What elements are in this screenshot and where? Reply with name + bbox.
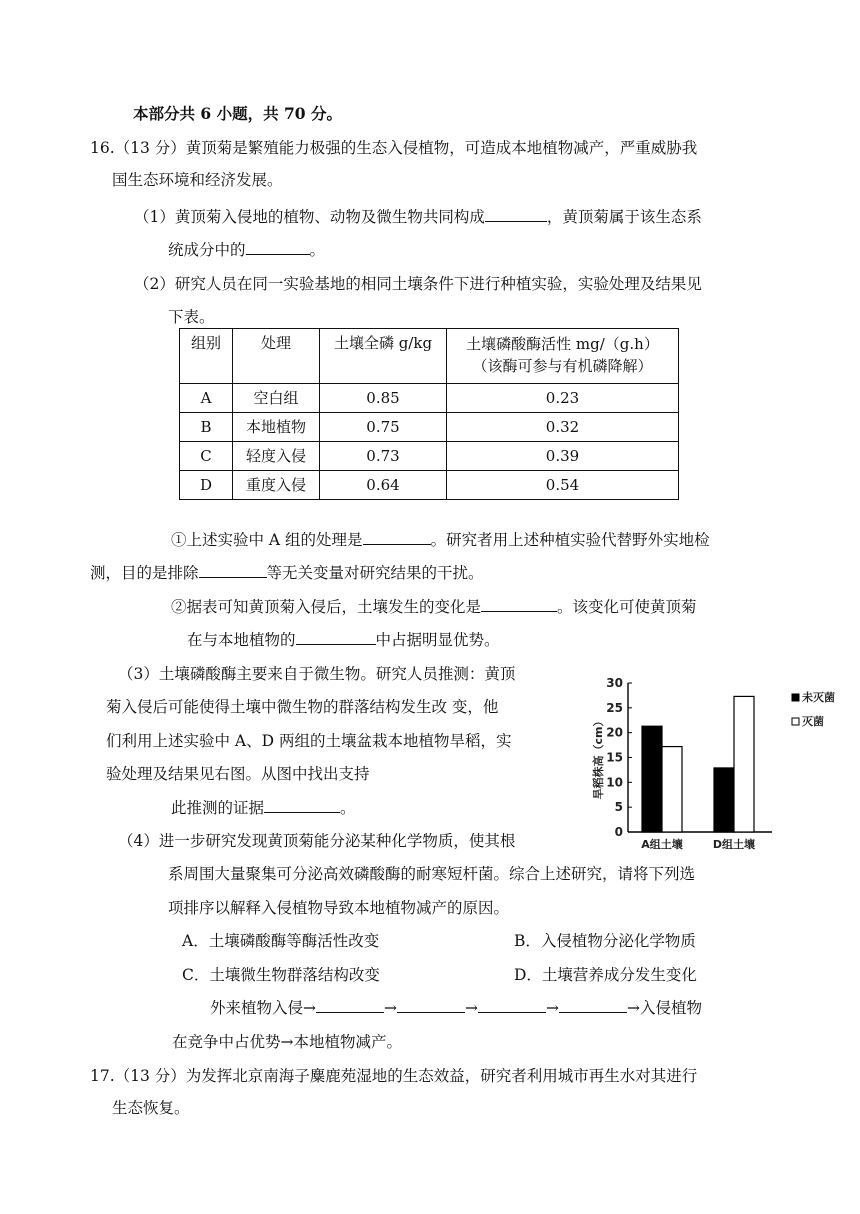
section-intro: 本部分共 6 小题，共 70 分。 — [133, 104, 342, 123]
answer-chain-line2: 在竞争中占优势→本地植物减产。 — [172, 1033, 402, 1051]
table-row: B 本地植物 0.75 0.32 — [180, 413, 679, 442]
q16-part2-line1: （2）研究人员在同一实验基地的相同土壤条件下进行种植实验，实验处理及结果见 — [134, 275, 702, 293]
answer-blank[interactable] — [481, 595, 557, 612]
q16-part4-line2: 系周围大量聚集可分泌高效磷酸酶的耐寒短杆菌。综合上述研究，请将下列选 — [168, 865, 696, 883]
q16-stem-line1: 16.（13 分）黄顶菊是繁殖能力极强的生态入侵植物，可造成本地植物减产，严重威胁我 — [90, 139, 698, 157]
legend-label: 未灭菌 — [802, 691, 835, 704]
bar — [714, 768, 734, 832]
q17-stem-line1: 17.（13 分）为发挥北京南海子麋鹿苑湿地的生态效益，研究者利用城市再生水对其进行 — [90, 1067, 698, 1085]
table-row: D 重度入侵 0.64 0.54 — [180, 471, 679, 500]
table-row: C 轻度入侵 0.73 0.39 — [180, 442, 679, 471]
table-header-row — [180, 329, 679, 384]
q16-part1-line2: 统成分中的 。 — [168, 238, 325, 262]
answer-chain: 外来植物入侵→ → → → →入侵植物 — [210, 996, 702, 1020]
answer-blank[interactable] — [478, 996, 546, 1013]
q16-part3-line4: 验处理及结果见右图。从图中找出支持 — [106, 765, 370, 783]
legend-swatch — [792, 718, 799, 725]
y-tick-label: 0 — [614, 825, 623, 839]
category-label: D组土壤 — [712, 838, 756, 850]
answer-blank[interactable] — [559, 996, 627, 1013]
y-tick-label: 30 — [606, 676, 623, 690]
table-header-cell: 组别 — [180, 329, 233, 384]
q16-part1-line1: （1）黄顶菊入侵地的植物、动物及微生物共同构成 ，黄顶菊属于该生态系 — [134, 205, 702, 229]
option-a: A．土壤磷酸酶等酶活性改变 — [182, 932, 380, 950]
q16-stem-line2: 国生态环境和经济发展。 — [112, 171, 283, 189]
data-table — [179, 328, 679, 500]
answer-blank[interactable] — [246, 238, 310, 255]
q16-part3-line3: 们利用上述实验中 A、D 两组的土壤盆栽本地植物旱稻，实 — [106, 732, 512, 750]
bar — [662, 747, 682, 832]
answer-blank[interactable] — [316, 996, 384, 1013]
bar — [734, 696, 754, 832]
q16-part3-line1: （3）土壤磷酸酶主要来自于微生物。研究人员推测：黄顶 — [118, 665, 516, 683]
legend-label: 灭菌 — [802, 715, 824, 728]
q16-sub2-line1: ②据表可知黄顶菊入侵后，土壤发生的变化是 。该变化可使黄顶菊 — [171, 595, 697, 619]
height-bar-chart — [582, 676, 844, 850]
bar — [642, 726, 662, 832]
q16-part2-line2: 下表。 — [168, 308, 215, 326]
q16-part4-line3: 项排序以解释入侵植物导致本地植物减产的原因。 — [168, 899, 510, 917]
option-d: D．土壤营养成分发生变化 — [514, 966, 697, 984]
y-axis-label: 旱稻株高（cm） — [592, 715, 605, 800]
q16-sub2-line2: 在与本地植物的 中占据明显优势。 — [187, 628, 500, 652]
answer-blank[interactable] — [264, 796, 340, 813]
answer-blank[interactable] — [363, 528, 431, 545]
table-header-cell: 土壤全磷 g/kg — [320, 329, 447, 384]
answer-blank[interactable] — [485, 205, 547, 222]
y-tick-label: 20 — [606, 725, 623, 740]
q16-part3-line2: 菊入侵后可能使得土壤中微生物的群落结构发生改 变，他 — [106, 698, 499, 716]
option-c: C．土壤微生物群落结构改变 — [182, 966, 380, 984]
category-label: A组土壤 — [641, 838, 683, 850]
y-tick-label: 10 — [606, 775, 623, 790]
y-tick-label: 25 — [606, 700, 623, 715]
legend-swatch — [792, 694, 799, 701]
answer-blank[interactable] — [397, 996, 465, 1013]
y-tick-label: 15 — [606, 750, 623, 765]
table-header-cell: 土壤磷酸酶活性 mg/（g.h） （该酶可参与有机磷降解） — [447, 329, 679, 384]
q16-sub1-line1: ①上述实验中 A 组的处理是 。研究者用上述种植实验代替野外实地检 — [171, 528, 710, 552]
q16-part3-line5: 此推测的证据 。 — [171, 796, 356, 820]
table-row: A 空白组 0.85 0.23 — [180, 384, 679, 413]
q16-part4-line1: （4）进一步研究发现黄顶菊能分泌某种化学物质，使其根 — [118, 832, 516, 850]
answer-blank[interactable] — [296, 628, 376, 645]
q17-stem-line2: 生态恢复。 — [112, 1099, 190, 1117]
table-header-cell: 处理 — [233, 329, 320, 384]
option-b: B．入侵植物分泌化学物质 — [514, 932, 696, 950]
answer-blank[interactable] — [199, 561, 267, 578]
y-tick-label: 5 — [614, 800, 623, 815]
q16-sub1-line2: 测，目的是排除 等无关变量对研究结果的干扰。 — [90, 561, 484, 585]
